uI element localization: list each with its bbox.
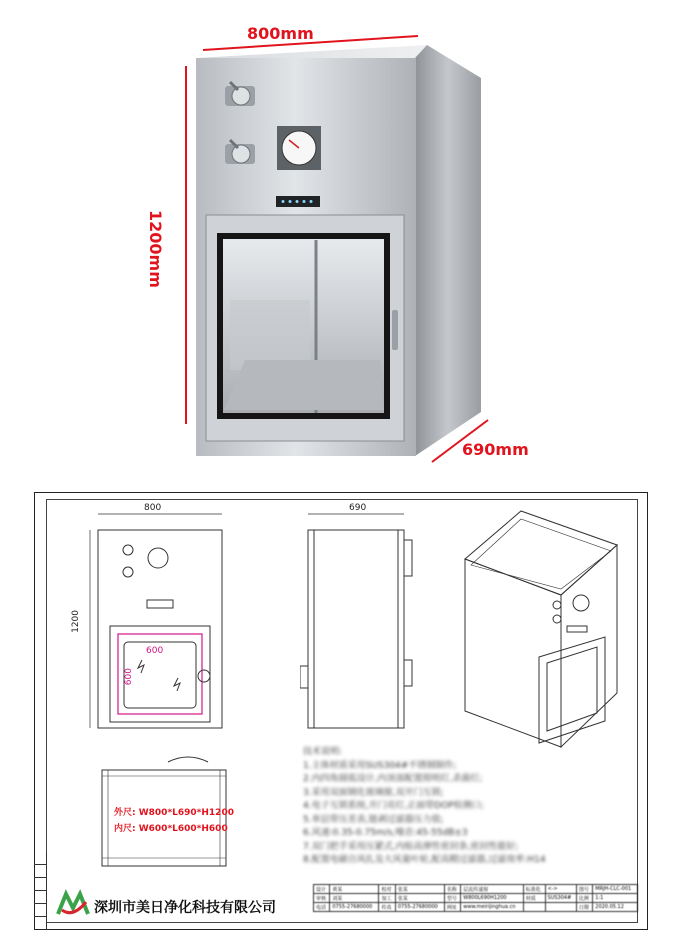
- depth-dimension-label: 690mm: [462, 440, 529, 459]
- side-view-drawing: [300, 500, 430, 740]
- tb-cell: 型号: [444, 894, 460, 903]
- tb-cell: 0755-27680000: [395, 903, 444, 912]
- company-name: 深圳市美日净化科技有限公司: [94, 900, 276, 916]
- tb-cell: [523, 903, 545, 912]
- tb-cell: [545, 903, 576, 912]
- note-line: 5.单层带压差表,链剥过滤器压力值;: [303, 814, 444, 825]
- inner-size-label: 内尺: W600*L600*H600: [114, 824, 228, 834]
- tb-cell: 材质: [523, 894, 545, 903]
- tb-cell: 黄某: [330, 885, 379, 894]
- tb-cell: 名称: [444, 885, 460, 894]
- side-depth-label: 690: [349, 503, 367, 513]
- note-line: 8.配置电磁自风扎及大风量叶轮,配高精过滤器,过滤效率:H14: [303, 855, 546, 865]
- tb-cell: 校对: [379, 885, 395, 894]
- tb-cell: 1:1: [593, 894, 638, 903]
- tb-cell: 审核: [314, 894, 330, 903]
- title-block: [313, 884, 638, 912]
- isometric-view-drawing: [455, 505, 625, 755]
- tb-cell: 传真: [379, 903, 395, 912]
- note-line: 2.内四角圆弧设计,内顶部配置照明灯,杀菌灯;: [303, 774, 483, 784]
- note-line: 6.风速:0.35-0.75m/s,噪音:45-55dB±3: [303, 828, 468, 838]
- tb-cell: 网址: [444, 903, 460, 912]
- tb-cell: 层流传递窗: [461, 885, 523, 894]
- tb-cell: 标准化: [523, 885, 545, 894]
- tb-cell: MRJH-CLC-001: [593, 885, 638, 894]
- tb-cell: 电话: [314, 903, 330, 912]
- tb-cell: 比例: [576, 894, 592, 903]
- tb-cell: 刘某: [330, 894, 379, 903]
- tb-cell: 张某: [395, 885, 444, 894]
- outer-size-label: 外尺: W800*L690*H1200: [114, 808, 234, 818]
- technical-notes: [303, 746, 638, 868]
- front-height-label: 1200: [71, 610, 81, 633]
- pressure-gauge-icon: [277, 126, 321, 170]
- height-dimension-label: 1200mm: [146, 210, 165, 288]
- door-handle: [392, 310, 398, 350]
- tb-cell: 加工: [379, 894, 395, 903]
- note-line: 3.采用双面钢化玻璃窗,双开门互锁;: [303, 787, 444, 798]
- tb-cell: W800L690H1200: [461, 894, 523, 903]
- tb-cell: 2020.05.12: [593, 903, 638, 912]
- tb-cell: 日期: [576, 903, 592, 912]
- cabinet-side: [415, 45, 481, 456]
- margin-strip: [34, 852, 47, 930]
- title-block-row: [314, 903, 638, 912]
- tb-cell: 设计: [314, 885, 330, 894]
- tb-cell: 0755-27680000: [330, 903, 379, 912]
- note-line: 1.主体材质采用SUS304#不锈钢制作;: [303, 760, 457, 771]
- note-line: 7.双门把手采用压紧式,内贴高弹性密封条,密封性能好;: [303, 841, 519, 852]
- tb-cell: 图号: [576, 885, 592, 894]
- tb-cell: 张某: [395, 894, 444, 903]
- front-width-label: 800: [144, 503, 162, 513]
- title-block-row: [314, 894, 638, 903]
- window-width-label: 600: [146, 646, 164, 656]
- notes-title: 技术说明:: [303, 747, 343, 757]
- tb-cell: SUS304#: [545, 894, 576, 903]
- front-view-drawing: [70, 500, 230, 740]
- note-line: 4.电子互锁系统,开门亮灯,正面带DOP检测口;: [303, 801, 484, 811]
- tb-cell: <->: [545, 885, 576, 894]
- tb-cell: www.meirijinghua.cn: [461, 903, 523, 912]
- company-logo-icon: [56, 888, 90, 918]
- window-height-label: 600: [124, 668, 134, 686]
- title-block-row: [314, 885, 638, 894]
- width-dimension-label: 800mm: [247, 24, 314, 43]
